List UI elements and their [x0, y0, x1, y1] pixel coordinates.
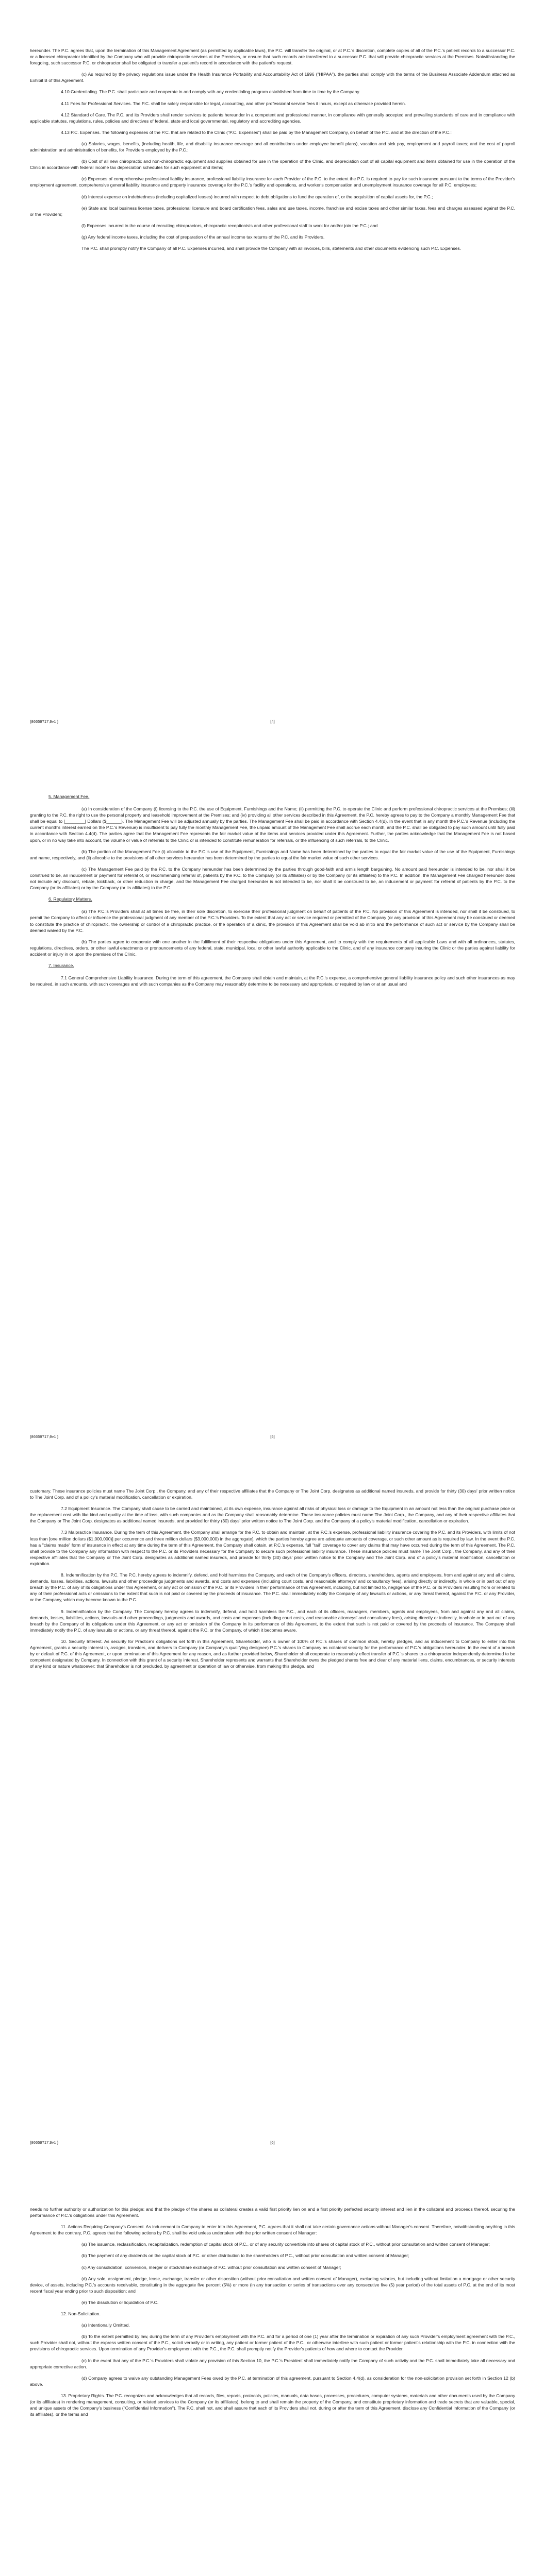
paragraph: (b) Cost of all new chiropractic and non-chiropractic equipment and supplies obtained for use in the operation of the Clinic, and depreciation cost of all capital equipment and items obtained for use in the operation of the Clinic in accordance with federal income tax depreciation schedules for such equipment and items;	[30, 159, 515, 171]
section-heading: 7. Insurance.	[48, 962, 74, 968]
paragraph: 9. Indemnification by the Company. The Company hereby agrees to indemnify, defend, and hold harmless the P.C., and each of its officers, managers, members, agents and employees, from and against any and all claims, demands, losses, liabilities, actions, lawsuits and other proceedings, judgments and awards, and costs and expenses (including court costs, and reasonable attorneys' and consultancy fees), arising directly or indirectly, in whole or in part out of any breach by the Company of its obligations under this Agreement, or any act or omission of the Company in its performance of this Agreement, to the extent that such is not paid or covered by the proceeds of insurance. The Company shall immediately notify the P.C. of any lawsuits or actions, or any threat thereof, against the P.C. or the Company, of which it becomes aware.	[30, 1608, 515, 1633]
page-2	[0, 737, 544, 1443]
paragraph: 4.13 P.C. Expenses. The following expenses of the P.C. that are related to the Clinic ("P.C. Expenses") shall be paid by the Management Company, on behalf of the P.C. and at the direction of the P.C.:	[61, 129, 452, 135]
page-number: [6]	[270, 2140, 275, 2145]
paragraph: (e) The dissolution or liquidation of P.C.	[81, 2299, 159, 2305]
paragraph: (b) The payment of any dividends on the capital stock of P.C. or other distribution to the shareholders of P.C., without prior consultation and written consent of Manager;	[81, 2253, 409, 2259]
paragraph: 4.11 Fees for Professional Services. The P.C. shall be solely responsible for legal, accounting, and other professional service fees it incurs, except as otherwise provided herein.	[61, 100, 406, 106]
paragraph: (a) In consideration of the Company (i) licensing to the P.C. the use of Equipment, Furnishings and the Name; (ii) permitting the P.C. to operate the Clinic and perform professional chiropractic services at the Premises; (iii) granting to the P.C. the right to use the personal property and leasehold improvement at the Premises; and (iv) providing all other services described in this Agreement, the P.C. hereby agrees to pay to the Company a monthly Management Fee that shall be equal to [________] Dollars ($______). The Management Fee will be adjusted annually by the parties. The Management Fee shall be paid in accordance with Section 4.4(d). In the event that in any month the P.C.'s Revenue (including the current month's interest earned on the P.C.'s Revenue) is insufficient to pay fully the monthly Management Fee, the unpaid amount of the Management Fee shall accrue each month, and the P.C. shall be obligated to pay such amount until fully paid in accordance with Section 4.4(d). The parties agree that the Management Fee represents the fair market value of the items and services provided under this Agreement. Further, the parties acknowledge that the Management Fee is not based upon, or in no way take into account, the volume or value of referrals to the Clinic or is intended to constitute remuneration for referrals, or the influencing of such referrals, to the Clinic.	[30, 806, 515, 843]
document-id: {86659717;9v1 }	[30, 719, 59, 724]
page-number: [4]	[270, 719, 275, 724]
page-number: [5]	[270, 1434, 275, 1439]
paragraph: (f) Expenses incurred in the course of recruiting chiropractors, chiropractic receptionists and other professional staff to work for and/or join the P.C.; and	[81, 223, 378, 228]
page-content	[30, 2206, 515, 2422]
page-content	[30, 790, 515, 992]
section-heading: 6. Regulatory Matters.	[48, 896, 92, 902]
paragraph: (a) The P.C.'s Providers shall at all times be free, in their sole discretion, to exercise their professional judgment on behalf of patients of the P.C. No provision of this Agreement is intended, nor shall it be construed, to permit the Company to affect or influence the professional judgment of any member of the P.C.'s Providers. To the extent that any act or service required or permitted of the Company (or any provision of this Agreement may be construed or deemed to constitute the practice of chiropractic, the ownership or control of a chiropractic practice, or the operation of a clinic, the provision of this Agreement shall be void ab initio and the performance of such act or service by the Company shall be deemed waived by the P.C.	[30, 909, 515, 933]
paragraph: 7.1 General Comprehensive Liability Insurance. During the term of this agreement, the Company shall obtain and maintain, at the P.C.'s expense, a comprehensive general liability insurance policy and such other insurances as may be required, in such amounts, with such coverages and with such companies as the Company may reasonably determine to be necessary and appropriate, or required by law or at an usual and	[30, 975, 515, 987]
paragraph: (d) Interest expense on indebtedness (including capitalized leases) incurred with respect to debt obligations to fund the operation of, or the acquisition of capital assets for, the P.C.;	[81, 194, 433, 199]
paragraph: (b) To the extent permitted by law, during the term of any Provider's employment with the P.C. and for a period of one (1) year after the termination or expiration of any such Provider's employment agreement with the P.C., such Provider shall not, without the express written consent of the P.C., solicit verbally or in writing, any patient or former patient of the P.C., or otherwise interfere with such patient or former patient's relationship with the P.C. in connection with the provisions of chiropractic services. Upon termination of any Provider's employment with the P.C., the P.C. shall promptly notify the Provider's patients of how and where to contact the Provider.	[30, 2334, 515, 2352]
paragraph: The P.C. shall promptly notify the Company of all P.C. Expenses incurred, and shall provide the Company with all invoices, bills, statements and other documents evidencing such P.C. Expenses.	[81, 245, 461, 251]
paragraph: 4.10 Credentialing. The P.C. shall participate and cooperate in and comply with any credentialing program established from time to time by the Company.	[61, 89, 360, 95]
paragraph: 10. Security Interest. As security for Practice's obligations set forth in this Agreement, Shareholder, who is owner of 100% of P.C.'s shares of common stock, hereby pledges, and as inducement to Company to enter into this Agreement, grants a security interest in, assigns, transfers, and delivers to Company (or Company's qualifying designee) P.C.'s shares to Company as collateral security for the performance of P.C.'s obligations hereunder. In the event of a breach by or default of P.C. of this Agreement, or upon termination of this Agreement for any reason, and as further provided below, Shareholder shall cooperate to reasonably effect transfer of P.C.'s shares to a chiropractor independently determined to be competent designated by Company. In connection with this grant of a security interest, Shareholder represents and warrants that Shareholder owns the pledged shares free and clear of any material liens, claims, encumbrances, or security interests of any kind or nature whatsoever; that Shareholder is not precluded, by agreement or operation of law or otherwise, from making this pledge, and	[30, 1638, 515, 1669]
page-4	[0, 2159, 544, 2576]
paragraph: (e) State and local business license taxes, professional licensure and board certification fees, sales and use taxes, income, franchise and excise taxes and other similar taxes, fees and charges assessed against the P.C. or the Providers;	[30, 205, 515, 217]
paragraph: (d) Any sale, assignment, pledge, lease, exchange, transfer or other disposition (without prior consultation and written consent of Manager), excluding salaries, but including without limitation a mortgage or other security device, of assets, including P.C.'s accounts receivable, constituting in the aggregate five percent (5%) or more (in any transaction or series of transactions over any consecutive five (5) year period) of the total assets of P.C. at the end of its most recent fiscal year ending prior to such disposition; and	[30, 2276, 515, 2294]
page-3	[0, 1443, 544, 2159]
paragraph: 7.2 Equipment Insurance. The Company shall cause to be carried and maintained, at its own expense, insurance against all risks of physical loss or damage to the Equipment in an amount not less than the original purchase price or the replacement cost with like kind and quality at the time of loss, with such companies and as the Company shall reasonably determine. These insurance policies must name The Joint Corp., the Company, and any of their respective affiliates that the Company or The Joint Corp. designates as additional named insureds, and provided for thirty (30) days' prior written notice to The Joint Corp. and the Company of a policy's material modification, cancellation or expiration.	[30, 1506, 515, 1524]
page-content	[30, 47, 515, 257]
paragraph: (c) As required by the privacy regulations issue under the Health Insurance Portability and Accountability Act of 1996 ("HIPAA"), the parties shall comply with the terms of the Business Associate Addendum attached as Exhibit B of this Agreement.	[30, 72, 515, 83]
paragraph: needs no further authority or authorization for this pledge; and that the pledge of the shares as collateral creates a valid first priority lien on and a first priority perfected security interest and lien in the collateral and proceeds thereof, securing the performance of P.C.'s obligations under this Agreement.	[30, 2207, 515, 2218]
paragraph: 11. Actions Requiring Company's Consent. As inducement to Company to enter into this Agreement, P.C. agrees that it shall not take certain governance actions without Manager's consent. Therefore, notwithstanding anything in this Agreement to the contrary, P.C. agrees that the following actions by P.C. shall be void unless undertaken with the prior written consent of Manager:	[30, 2224, 515, 2236]
paragraph: (c) Expenses of comprehensive professional liability insurance, professional liability insurance for each Provider of the P.C. to the extent the P.C. is required to pay for such insurance pursuant to the terms of the Provider's employment agreement, comprehensive general liability insurance and property insurance coverage for the P.C.'s facility and operations, and worker's compensation and unemployment insurance coverage for all P.C. employees;	[30, 176, 515, 188]
paragraph: 13. Proprietary Rights. The P.C. recognizes and acknowledges that all records, files, reports, protocols, policies, manuals, data bases, processes, procedures, computer systems, materials and other documents used by the Company (or its affiliates) in rendering management, consulting, or related services to the Company (or its affiliates), belong to and shall remain the property of the Company, and constitute proprietary information and trade secrets that are valuable, special, and unique assets of the Company's business ("Confidential Information"). The P.C. shall not, and shall assure that each of its Providers shall not, during or after the term of this Agreement, disclose any Confidential Information of the Company (or its affiliates), or the terms and	[30, 2393, 515, 2417]
paragraph: (b) The parties agree to cooperate with one another in the fulfillment of their respective obligations under this Agreement, and to comply with the requirements of all applicable Laws and with all ordinances, statutes, regulations, directives, orders, or other lawful enactments or pronouncements of any federal, state, municipal, local or other lawful authority applicable to the Clinic, and of any insurance company insuring the Clinic or the parties against liability for accident or injury in or upon the premises of the Clinic.	[30, 939, 515, 957]
paragraph: (g) Any federal income taxes, including the cost of preparation of the annual income tax returns of the P.C. and its Providers.	[81, 234, 325, 240]
document-id: {86659717;9v1 }	[30, 2140, 59, 2145]
paragraph: (a) Salaries, wages, benefits, (including health, life, and disability insurance coverage and all contributions under employee benefit plans), vacation and sick pay, employment and payroll taxes; and the cost of payroll administration and administration of benefits, for Providers employed by the P.C.;	[30, 141, 515, 153]
paragraph: (c) Any consolidation, conversion, merger or stock/share exchange of P.C. without prior consultation and written consent of Manager;	[81, 2264, 341, 2270]
paragraph: 8. Indemnification by the P.C. The P.C. hereby agrees to indemnify, defend, and hold harmless the Company, and each of the Company's officers, directors, shareholders, agents and employees, from and against any and all claims, demands, losses, liabilities, actions, lawsuits and other proceedings judgments and awards, and costs and expenses (including court costs, and reasonable attorneys' and consultancy fees), arising directly or indirectly, in whole or in part out of any breach by the P.C. of any of its obligations under this Agreement, or any act or omission of the P.C. or its Providers in their performance of this Agreement, including, but not limited to, negligence of the P.C. or its Providers resulting from or related to any of their professional acts or omissions to the extent that such is not paid or covered by the proceeds of insurance. The P.C. shall immediately notify the Company of any lawsuits or actions, or any threat thereof, against the P.C. or any Provider, or the Company, which may become known to the P.C.	[30, 1572, 515, 1603]
paragraph: (a) The issuance, reclassification, recapitalization, redemption of capital stock of P.C., or of any security convertible into shares of capital stock of P.C., without prior consultation and written consent of Manager;	[81, 2242, 490, 2247]
paragraph: (d) Company agrees to waive any outstanding Management Fees owed by the P.C. at termination of this agreement, pursuant to Section 4.4(d), as consideration for the non-solicitation provision set forth in Section 12 (b) above.	[30, 2375, 515, 2387]
section-heading: 5. Management Fee.	[48, 794, 90, 799]
paragraph: hereunder. The P.C. agrees that, upon the termination of this Management Agreement (as permitted by applicable laws), the P.C. will transfer the original, or at P.C.'s discretion, complete copies of all of the P.C.'s patient records to a successor P.C. or a licensed chiropractor identified by the Company who will provide chiropractic services at the Premises, or ensure that such records are transferred to a successor P.C. that will provide chiropractic services at the Premises. Notwithstanding the foregoing, such successor P.C. or chiropractor shall be obligated to transfer a patient's record in accordance with the patient's request.	[30, 48, 515, 66]
paragraph: (c) In the event that any of the P.C.'s Providers shall violate any provision of this Section 10, the P.C.'s President shall immediately notify the Company of such activity and the P.C. shall immediately take all necessary and appropriate corrective action.	[30, 2358, 515, 2369]
paragraph: customary. These insurance policies must name The Joint Corp., the Company, and any of their respective affiliates that the Company or The Joint Corp. designates as additional named insureds, and provide for thirty (30) days' prior written notice to The Joint Corp. and of a policy's material modification, cancellation or expiration.	[30, 1488, 515, 1500]
paragraph: 12. Non-Solicitation.	[61, 2311, 101, 2317]
paragraph: 4.12 Standard of Care. The P.C. and its Providers shall render services to patients hereunder in a competent and professional manner, in compliance with generally accepted and prevailing standards of care and in compliance with applicable statutes, regulations, rules, policies and directives of federal, state and local governmental, regulatory and accrediting agencies.	[30, 112, 515, 124]
page-1	[0, 0, 544, 737]
paragraph: (b) The portion of the Management Fee (i) allocable to the P.C.'s use of the Equipment, Furnishings and Name has been determined by the parties to equal the fair market value of the use of the Equipment, Furnishings and name, respectively, and (ii) allocable to the provisions of all other services hereunder has been determined by the parties to equal the fair market value of such other services.	[30, 849, 515, 860]
paragraph: 7.3 Malpractice Insurance. During the term of this Agreement, the Company shall arrange for the P.C. to obtain and maintain, at the P.C.'s expense, professional liability insurance covering the P.C. and its Providers, with limits of not less than [one million dollars ($1,000,000)] per occurrence and three million dollars ($3,000,000) in the aggregate], which the parties hereby agree are adequate amounts of coverage, or such other amount as is required by law. In the event the P.C. has a "claims made" form of insurance in effect at any time during the term of this Agreement, the Company shall obtain, at P.C.'s expense, full "tail" coverage to cover any claims that may have occurred during the term of this Agreement. The P.C. shall provide to the Company any information with respect to the P.C. or its Providers necessary for the Company to secure such professional liability insurance. These insurance policies must name The Joint Corp., the Company, and any of their respective affiliates that the Company or The Joint Corp. designates as additional named insureds, and provide for thirty (30) days' prior written notice to the Company and The Joint Corp. and of a policy's material modification, cancellation or expiration.	[30, 1530, 515, 1566]
paragraph: (c) The Management Fee paid by the P.C. to the Company hereunder has been determined by the parties through good-faith and arm's length bargaining. No amount paid hereunder is intended to be, nor shall it be construed to be, an inducement or payment for referral of, or recommending referral of, patients by the P.C. to the Company (or its affiliates) or by the Company (or its affiliates) to the P.C. In addition, the Management Fee charged hereunder does not include any discount, rebate, kickback, or other reduction in charge, and the Management Fee charged hereunder is not intended to be, nor shall it be construed to be, an inducement or payment for referral of patients by the P.C. to the Company (or its affiliates) or by the Company (or its affiliates) to the P.C.	[30, 866, 515, 891]
paragraph: (a) Intentionally Omitted.	[81, 2323, 130, 2328]
page-content	[30, 1488, 515, 1674]
document-id: {86659717;9v1 }	[30, 1434, 59, 1439]
